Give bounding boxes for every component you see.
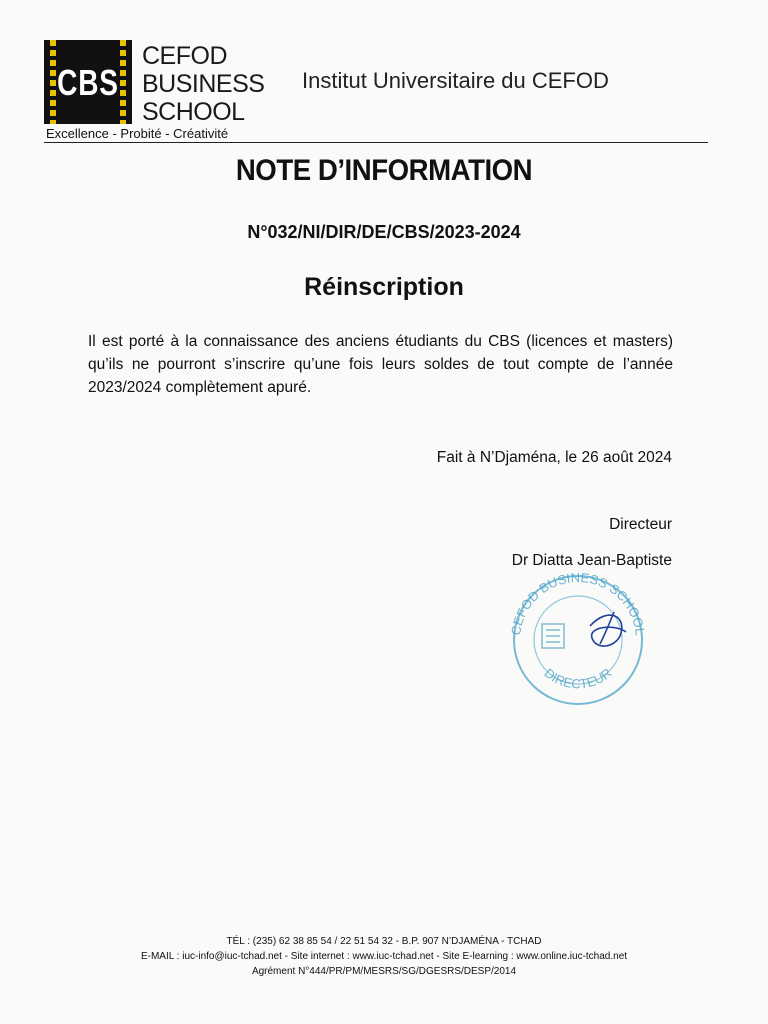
stamp-ring-text-bottom: DIRECTEUR bbox=[541, 665, 615, 692]
official-stamp bbox=[498, 566, 658, 706]
stamp-logo-lines bbox=[546, 630, 560, 642]
signatory-title: Directeur bbox=[609, 516, 672, 533]
footer-web-line: E-MAIL : iuc-info@iuc-tchad.net - Site internet : www.iuc-tchad.net - Site E-learning : www.online.iuc-tchad.net bbox=[140, 951, 628, 962]
document-reference: N°032/NI/DIR/DE/CBS/2023-2024 bbox=[247, 222, 521, 242]
signatory-name: Dr Diatta Jean-Baptiste bbox=[511, 552, 672, 569]
brand-line-1: CEFOD bbox=[142, 42, 227, 70]
brand-name bbox=[142, 42, 264, 126]
institute-name: Institut Universitaire du CEFOD bbox=[302, 68, 609, 93]
header-divider bbox=[44, 142, 708, 143]
footer-phone-line: TÉL : (235) 62 38 85 54 / 22 51 54 32 - B.P. 907 N’DJAMÉNA - TCHAD bbox=[226, 936, 542, 947]
brand-line-2: BUSINESS bbox=[142, 70, 265, 98]
cbs-logo bbox=[44, 40, 132, 124]
handwritten-signature bbox=[590, 612, 626, 646]
document-subject: Réinscription bbox=[304, 273, 464, 301]
footer-contact bbox=[0, 934, 768, 979]
tagline: Excellence - Probité - Créativité bbox=[46, 126, 229, 141]
stamp-ring-text-top: CEFOD BUSINESS SCHOOL bbox=[508, 569, 648, 637]
footer-agreement-line: Agrément N°444/PR/PM/MESRS/SG/DGESRS/DESP/2014 bbox=[251, 966, 517, 977]
place-and-date: Fait à N’Djaména, le 26 août 2024 bbox=[436, 449, 672, 466]
document-body: Il est porté à la connaissance des anciens étudiants du CBS (licences et masters) qu’ils ne pourront s’inscrire qu’une fois leurs soldes de tout compte de l’année 2023/2024 complètement apuré. bbox=[88, 333, 673, 396]
logo-text: CBS bbox=[57, 62, 119, 103]
brand-line-3: SCHOOL bbox=[142, 98, 245, 126]
document-title: NOTE D’INFORMATION bbox=[235, 154, 533, 187]
